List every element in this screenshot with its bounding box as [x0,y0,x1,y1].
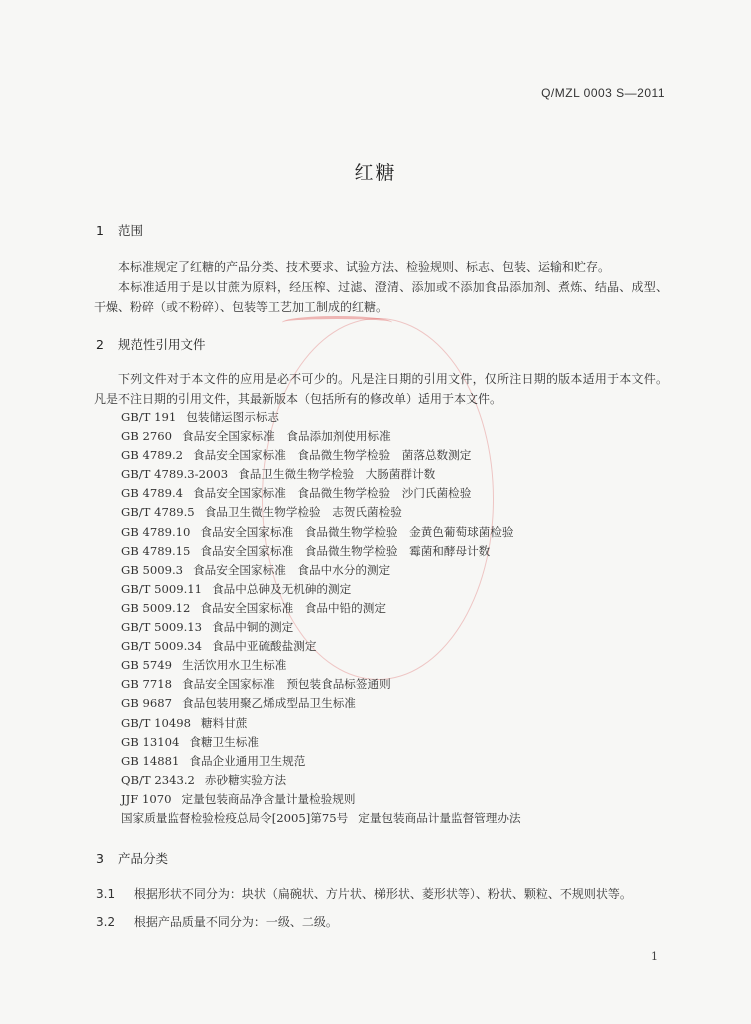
reference-code: GB 2760 [121,429,172,444]
reference-code: GB/T 10498 [121,715,191,730]
reference-code: GB/T 4789.5 [121,505,195,520]
reference-code: JJF 1070 [121,791,172,806]
reference-code: GB 5009.12 [121,600,191,615]
reference-title: 生活饮用水卫生标准 [181,658,287,673]
scope-paragraph-1: 本标准规定了红糖的产品分类、技术要求、试验方法、检验规则、标志、包装、运输和贮存。 [118,260,611,274]
reference-item [121,561,521,580]
clause-number: 3.1 [96,887,116,901]
reference-title: 定量包装商品计量监督管理办法 [358,810,521,825]
page-number: 1 [651,950,658,963]
section-3-number: 3 [96,851,104,866]
reference-title: 食品中总砷及无机砷的测定 [212,581,352,596]
reference-title: 食品卫生微生物学检验 大肠菌群计数 [238,467,436,482]
reference-item [121,599,521,618]
reference-code: GB 4789.2 [121,448,184,463]
reference-item [121,446,521,465]
section-1-number: 1 [96,223,104,238]
reference-item [121,752,521,771]
reference-code: GB 5749 [121,658,172,673]
reference-item [121,542,521,561]
reference-item [121,523,521,542]
section-1-title: 范围 [117,223,143,238]
reference-code: 国家质量监督检验检疫总局令[2005]第75号 [121,810,349,825]
reference-title: 定量包装商品净含量计量检验规则 [181,791,356,806]
reference-item [121,675,521,694]
reference-item [121,790,521,809]
document-code: Q/MZL 0003 S—2011 [541,86,665,100]
reference-item [121,408,521,427]
reference-code: GB 14881 [121,753,180,768]
reference-code: GB/T 5009.13 [121,620,203,635]
reference-code: GB 4789.10 [121,524,191,539]
reference-title: 食品企业通用卫生规范 [189,753,306,768]
reference-title: 食品安全国家标准 预包装食品标签通则 [181,677,391,692]
reference-title: 食品安全国家标准 食品微生物学检验 金黄色葡萄球菌检验 [200,524,514,539]
reference-title: 食品安全国家标准 食品添加剂使用标准 [181,429,391,444]
reference-title: 食品安全国家标准 食品微生物学检验 沙门氏菌检验 [193,486,472,501]
reference-code: GB 4789.4 [121,486,184,501]
reference-title: 食品安全国家标准 食品微生物学检验 霉菌和酵母计数 [200,543,491,558]
reference-code: GB 13104 [121,734,180,749]
reference-item [121,694,521,713]
page-title: 红糖 [354,162,397,184]
reference-list [121,408,521,828]
clause-number: 3.2 [96,915,116,929]
reference-item [121,656,521,675]
reference-item [121,733,521,752]
section-1-heading [96,221,143,239]
reference-title: 食品安全国家标准 食品中水分的测定 [193,562,391,577]
reference-code: GB 9687 [121,696,172,711]
reference-item [121,465,521,484]
clause-3-1 [96,885,632,902]
clause-text: 根据产品质量不同分为：一级、二级。 [133,915,338,929]
section-3-heading [96,849,168,867]
clause-3-2 [96,913,338,930]
reference-title: 食品中亚硫酸盐测定 [212,639,317,654]
seal-arc-mark [282,316,392,329]
scope-paragraph-2: 本标准适用于是以甘蔗为原料，经压榨、过滤、澄清、添加或不添加食品添加剂、煮炼、结晶、成型、干燥、粉碎（或不粉碎）、包装等工艺加工制成的红糖。 [94,280,668,314]
reference-title: 食品安全国家标准 食品微生物学检验 菌落总数测定 [193,448,472,463]
reference-title: 食品卫生微生物学检验 志贺氏菌检验 [204,505,402,520]
reference-title: 包装储运图示标志 [186,410,280,424]
reference-title: 食品包装用聚乙烯成型品卫生标准 [181,696,356,711]
section-2-title: 规范性引用文件 [117,337,206,352]
reference-code: GB/T 5009.34 [121,639,203,654]
reference-title: 糖料甘蔗 [201,715,248,730]
reference-item [121,809,521,828]
reference-code: GB 5009.3 [121,562,184,577]
reference-code: GB 7718 [121,677,172,692]
reference-title: 食品中铜的测定 [212,620,294,635]
section-3-title: 产品分类 [117,851,168,866]
clause-text: 根据形状不同分为：块状（扁碗状、方片状、梯形状、菱形状等）、粉状、颗粒、不规则状等。 [133,887,632,901]
reference-item [121,637,521,656]
reference-item [121,618,521,637]
reference-code: GB/T 191 [121,410,177,424]
reference-item [121,484,521,503]
reference-item [121,771,521,790]
section-2-number: 2 [96,337,104,352]
reference-item [121,503,521,522]
reference-code: GB 4789.15 [121,543,191,558]
reference-title: 食糖卫生标准 [189,734,259,749]
reference-title: 食品安全国家标准 食品中铅的测定 [200,600,386,615]
reference-item [121,580,521,599]
reference-title: 赤砂糖实验方法 [204,772,287,787]
reference-item [121,714,521,733]
reference-code: GB/T 5009.11 [121,581,203,596]
reference-code: QB/T 2343.2 [121,772,195,787]
reference-item [121,427,521,446]
section-2-heading [96,335,206,353]
reference-code: GB/T 4789.3-2003 [121,467,229,482]
references-intro: 下列文件对于本文件的应用是必不可少的。凡是注日期的引用文件，仅所注日期的版本适用于本文件。凡是不注日期的引用文件，其最新版本（包括所有的修改单）适用于本文件。 [94,372,668,406]
